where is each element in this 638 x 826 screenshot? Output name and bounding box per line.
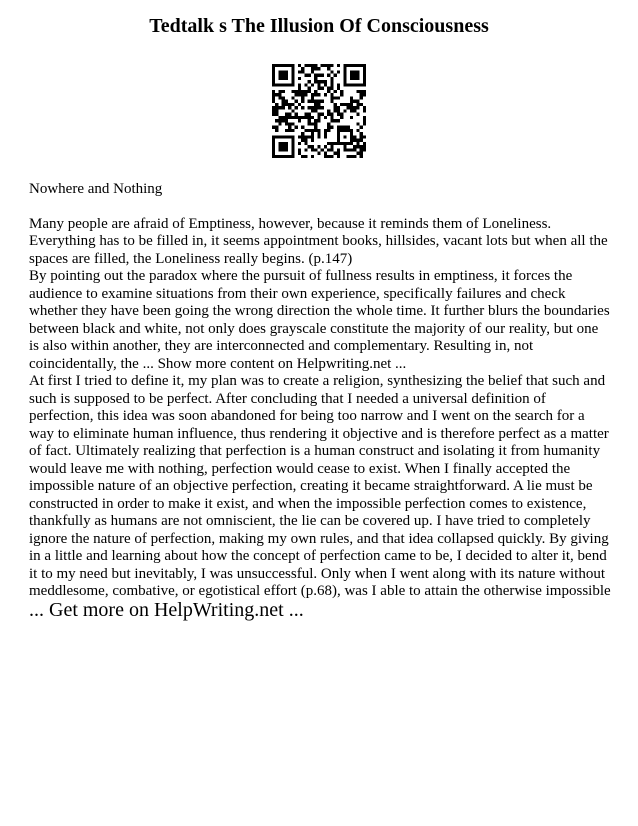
document-body (29, 181, 611, 601)
paragraph-1: Many people are afraid of Emptiness, however, because it reminds them of Loneliness. Everything has to be filled in, it seems appointment books, hillsides, vacant lots but when all the spaces are filled, the Loneliness really begins. (p.147) (29, 215, 608, 267)
get-more-link[interactable]: ... Get more on HelpWriting.net ... (29, 599, 304, 621)
document-title: Tedtalk s The Illusion Of Consciousness (149, 15, 489, 37)
paragraph-2: By pointing out the paradox where the pursuit of fullness results in emptiness, it forces the audience to examine situations from their own experience, specifically failures and check whether they have been going the wrong direction the whole time. It further blurs the boundaries between black and white, not only does grayscale constitute the majority of our reality, but one is also within another, they are interconnected and complementary. Resulting in, not coincidentally, the ... Show more content on Helpwriting.net ... (29, 268, 610, 372)
paragraph-3: At first I tried to define it, my plan was to create a religion, synthesizing the belief that such and such is supposed to be perfect. After concluding that I needed a universal definition of perfection, this idea was soon abandoned for being too narrow and I went on the search for a way to eliminate human influence, thus rendering it objective and is therefore perfect as a matter of fact. Ultimately realizing that perfection is a human construct and isolating it from humanity would leave me with nothing, perfection would cease to exist. When I finally accepted the impossible nature of an objective perfection, creating it became straightforward. A lie must be constructed in order to make it exist, and when the impossible perfection comes to existence, thankfully as humans are not omniscient, the lie can be covered up. I have tried to completely ignore the nature of perfection, making my own rules, and that idea collapsed quickly. By giving in a little and learning about how the concept of perfection came to be, I decided to alter it, bend it to my need but inevitably, I was unsuccessful. Only when I went along with its nature without meddlesome, combative, or egotistical effort (p.68), was I able to attain the otherwise impossible (29, 373, 611, 599)
section-heading: Nowhere and Nothing (29, 181, 163, 197)
qr-code-icon (272, 64, 366, 158)
